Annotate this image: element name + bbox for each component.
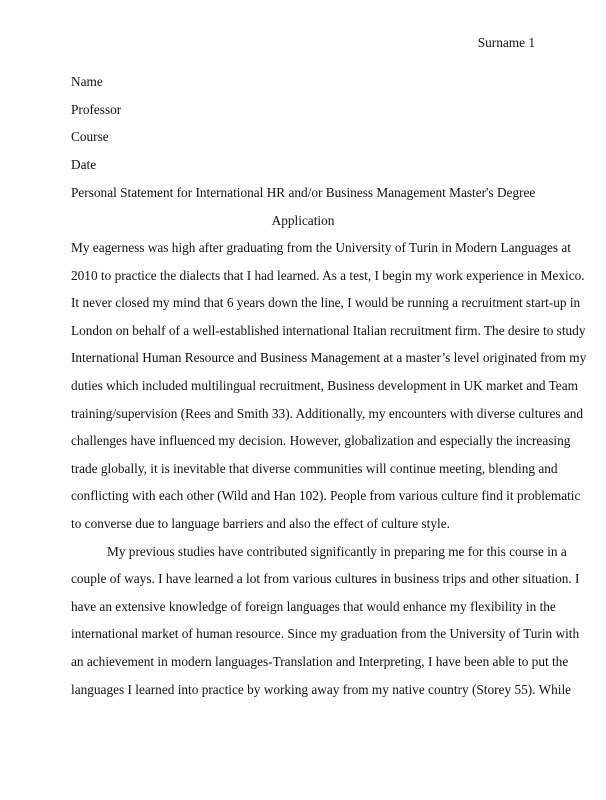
paragraph-1-line: It never closed my mind that 6 years down the line, I would be running a recruitment start-up in [71,295,581,311]
paragraph-1-line: 2010 to practice the dialects that I had learned. As a test, I begin my work experience in Mexico. [71,267,585,283]
paragraph-2-line: have an extensive knowledge of foreign languages that would enhance my flexibility in the [71,598,556,614]
essay-body [71,234,587,703]
heading-course: Course [71,129,109,145]
document-title [71,179,535,234]
paragraph-1-line: My eagerness was high after graduating from the University of Turin in Modern Languages at [71,240,571,255]
paragraph-2-line: an achievement in modern languages-Translation and Interpreting, I have been able to put the [71,653,569,669]
title-line-1: Personal Statement for International HR and/or Business Management Master's Degree [71,185,536,200]
paragraph-1-line: International Human Resource and Business Management at a master’s level originated from my [71,350,587,366]
paragraph-2-first-line: My previous studies have contributed significantly in preparing me for this course in a [107,543,567,559]
paragraph-1-line: training/supervision (Rees and Smith 33). Additionally, my encounters with diverse cultures and [71,405,584,421]
paragraph-1-line: to converse due to language barriers and also the effect of culture style. [71,515,450,531]
paragraph-1-line: challenges have influenced my decision. However, globalization and especially the increasing [71,433,571,449]
running-head: Surname 1 [477,35,535,50]
paragraph-2-line: languages I learned into practice by working away from my native country (Storey 55). While [71,681,572,697]
heading-name: Name [71,74,103,89]
paragraph-1 [71,234,587,538]
paragraph-1-line: London on behalf of a well-established international Italian recruitment firm. The desire to study [71,322,586,338]
paragraph-2-line: couple of ways. I have learned a lot from various cultures in business trips and other situation. I [71,571,580,587]
paragraph-2 [71,538,580,704]
title-line-2: Application [271,212,335,228]
paragraph-1-line: duties which included multilingual recruitment, Business development in UK market and Team [71,377,578,393]
paragraph-2-line: international market of human resource. Since my graduation from the University of Turin with [71,626,580,642]
paragraph-1-line: trade globally, it is inevitable that diverse communities will continue meeting, blending and [71,460,558,476]
student-heading-block [71,68,121,178]
paragraph-1-line: conflicting with each other (Wild and Han 102). People from various culture find it problematic [71,488,581,504]
heading-professor: Professor [71,101,122,117]
heading-date: Date [71,156,97,172]
